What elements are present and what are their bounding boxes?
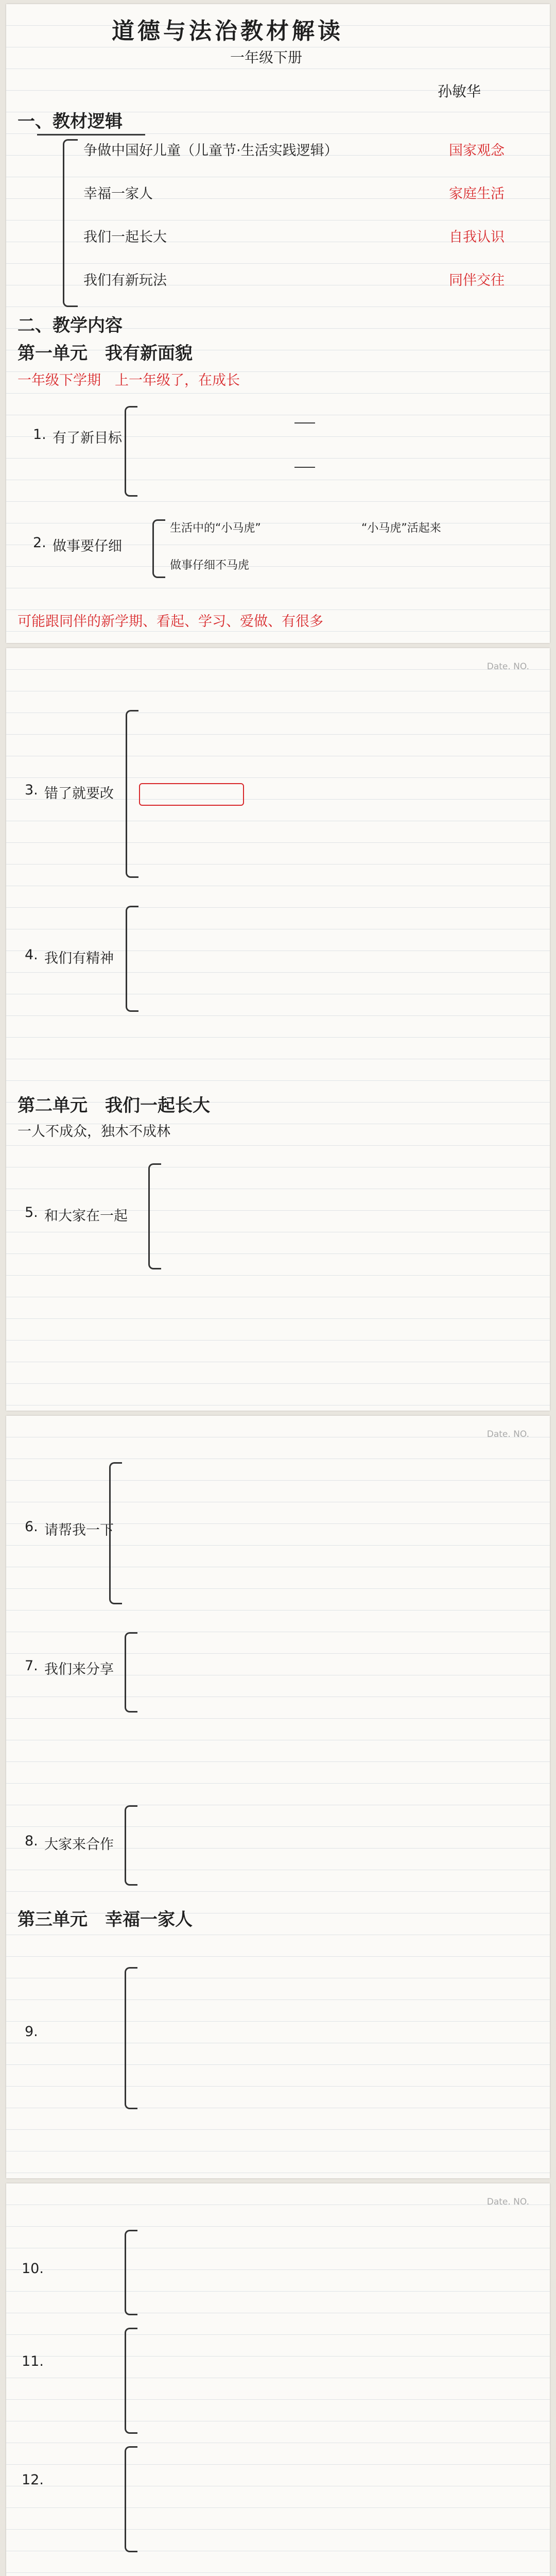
section2-footer: 可能跟同伴的新学期、看起、学习、爱做、有很多 [18, 614, 323, 630]
item10-bracket [125, 2230, 137, 2315]
item9-number: 9. [25, 2024, 38, 2040]
document-author: 孙敏华 [438, 83, 481, 100]
item2-number: 2. [33, 535, 46, 551]
item3-number: 3. [25, 782, 38, 798]
item11-bracket [125, 2328, 137, 2434]
unit-line-3: 幸福一家人 [83, 186, 153, 202]
unit1-focus: 一年级下学期 上一年级了，在成长 [18, 372, 240, 388]
item12-number: 12. [22, 2472, 44, 2488]
item2-bracket [152, 519, 165, 578]
item2-line-2: 做事仔细不马虎 [170, 559, 250, 572]
item7-bracket [125, 1632, 137, 1713]
item3-red-box [139, 783, 244, 806]
item7-number: 7. [25, 1658, 38, 1674]
item1-arrow-lower [294, 467, 315, 468]
heading-underline [37, 134, 145, 135]
item12-bracket [125, 2446, 137, 2552]
notebook-page-3 [6, 1416, 550, 2178]
notebook-page-2 [6, 648, 550, 1411]
section-heading-logic: 一、教材逻辑 [18, 111, 123, 132]
unit-line-4: 争做中国好儿童（儿童节·生活实践逻辑） [83, 143, 338, 159]
page-header: Date. NO. [486, 2197, 529, 2207]
item2-title: 做事要仔细 [53, 538, 122, 554]
item6-bracket [109, 1462, 122, 1604]
document-title: 道德与法治教材解读 [112, 18, 343, 44]
tag-national: 国家观念 [449, 143, 505, 159]
item1-bracket [125, 406, 137, 497]
item6-title: 请帮我一下 [44, 1522, 114, 1538]
item4-bracket [126, 906, 138, 1012]
notebook-page-4 [6, 2183, 550, 2576]
tag-family: 家庭生活 [449, 186, 505, 202]
page-header: Date. NO. [486, 1429, 529, 1439]
document-grade: 一年级下册 [230, 49, 303, 66]
notebook-page-1 [6, 4, 550, 643]
item3-bracket [126, 710, 138, 878]
unit-line-1: 我们有新玩法 [83, 273, 167, 289]
item2-note: “小马虎”活起来 [361, 522, 441, 535]
item1-arrow-upper [294, 422, 315, 423]
item1-title: 有了新目标 [53, 430, 122, 446]
unit1-heading: 第一单元 我有新面貌 [18, 343, 193, 364]
item9-bracket [125, 1967, 137, 2109]
tag-self: 自我认识 [449, 229, 505, 245]
section-heading-content: 二、教学内容 [18, 315, 123, 336]
tag-peer: 同伴交往 [449, 273, 505, 289]
item4-title: 我们有精神 [44, 951, 114, 967]
unit-line-2: 我们一起长大 [83, 229, 167, 245]
item7-title: 我们来分享 [44, 1662, 114, 1677]
item6-number: 6. [25, 1519, 38, 1535]
item11-number: 11. [22, 2353, 44, 2369]
item5-number: 5. [25, 1205, 38, 1221]
item8-title: 大家来合作 [44, 1837, 114, 1853]
unit2-focus: 一人不成众，独木不成林 [18, 1124, 170, 1140]
item8-number: 8. [25, 1833, 38, 1849]
item4-number: 4. [25, 947, 38, 963]
item5-title: 和大家在一起 [44, 1208, 128, 1224]
unit3-heading: 第三单元 幸福一家人 [18, 1909, 193, 1930]
item3-title: 错了就要改 [44, 786, 114, 802]
logic-bracket [63, 139, 78, 307]
unit2-heading: 第二单元 我们一起长大 [18, 1095, 210, 1116]
page-header: Date. NO. [486, 662, 529, 672]
item10-number: 10. [22, 2261, 44, 2277]
item5-bracket [148, 1163, 161, 1269]
item8-bracket [125, 1805, 137, 1886]
item2-line-1: 生活中的“小马虎” [170, 522, 261, 535]
item1-number: 1. [33, 427, 46, 443]
